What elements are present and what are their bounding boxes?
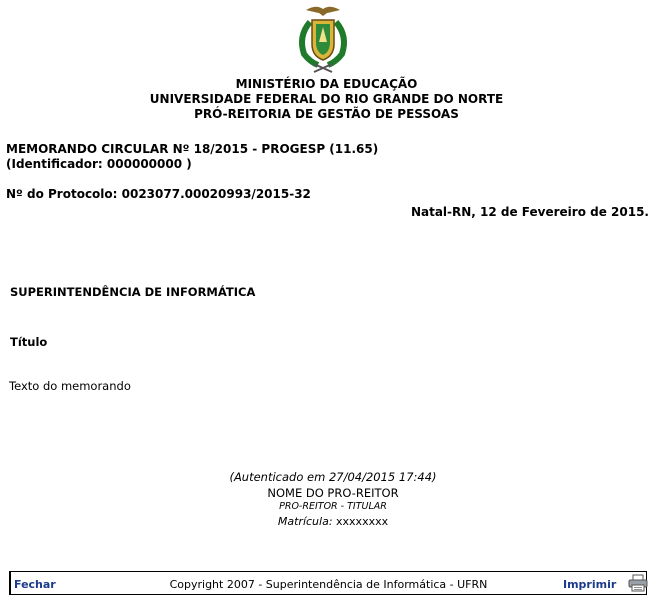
registration-label: Matrícula: xyxy=(277,515,333,528)
memo-recipient: SUPERINTENDÊNCIA DE INFORMÁTICA xyxy=(10,285,256,299)
header-department: PRÓ-REITORIA DE GESTÃO DE PESSOAS xyxy=(194,107,459,121)
signer-name: NOME DO PRO-REITOR xyxy=(267,486,399,500)
memo-subject: Título xyxy=(10,335,48,349)
institution-header xyxy=(0,77,653,122)
memo-title: MEMORANDO CIRCULAR Nº 18/2015 - PROGESP (11.65) xyxy=(6,142,379,156)
copyright-text: Copyright 2007 - Superintendência de Informática - UFRN xyxy=(169,578,488,591)
memo-identifier xyxy=(6,157,192,172)
identifier-value: 000000000 ) xyxy=(106,157,192,171)
print-link[interactable]: Imprimir xyxy=(563,578,617,591)
signer-registration xyxy=(0,515,653,528)
memo-body: Texto do memorando xyxy=(9,379,131,393)
memo-date: Natal-RN, 12 de Fevereiro de 2015. xyxy=(410,205,649,219)
registration-value: xxxxxxxx xyxy=(336,515,389,528)
footer-bar xyxy=(9,571,647,595)
signer-role: PRO-REITOR - TITULAR xyxy=(279,501,387,512)
header-university: UNIVERSIDADE FEDERAL DO RIO GRANDE DO NORTE xyxy=(149,92,504,106)
protocol-number: Nº do Protocolo: 0023077.00020993/2015-32 xyxy=(6,187,311,201)
identifier-label: (Identificador: xyxy=(6,157,103,171)
close-link[interactable]: Fechar xyxy=(14,578,56,591)
printer-icon[interactable] xyxy=(628,574,648,592)
ufrn-crest-logo xyxy=(292,2,354,74)
authentication-stamp: (Autenticado em 27/04/2015 17:44) xyxy=(229,470,437,484)
header-ministry: MINISTÉRIO DA EDUCAÇÃO xyxy=(235,77,418,91)
